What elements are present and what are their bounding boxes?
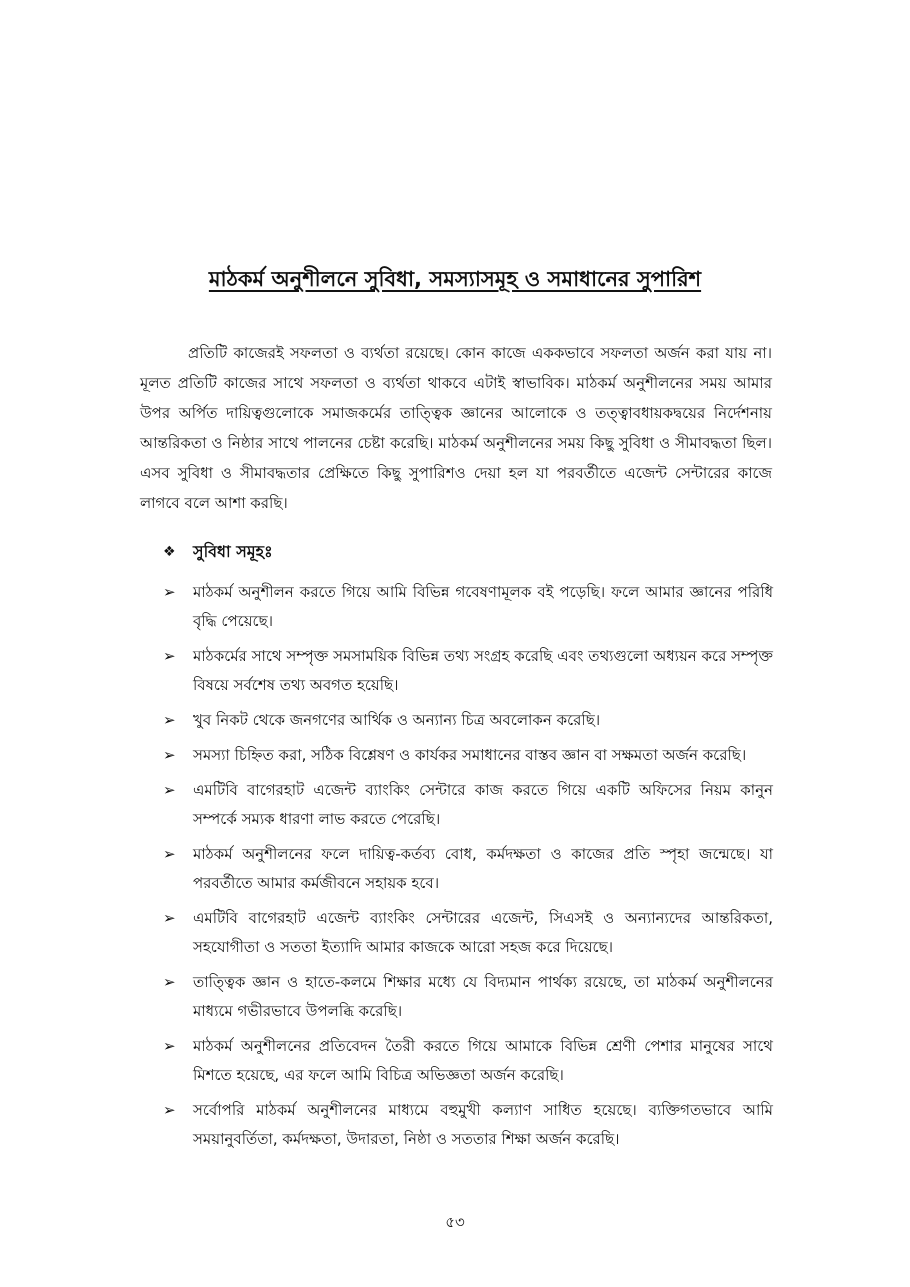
list-item — [163, 741, 773, 770]
arrow-bullet-icon: ➢ — [163, 781, 176, 799]
arrow-bullet-icon: ➢ — [163, 1101, 176, 1119]
intro-paragraph: প্রতিটি কাজেরই সফলতা ও ব্যর্থতা রয়েছে। কোন কাজে এককভাবে সফলতা অর্জন করা যায় না। মূলত প্রতিটি কাজের সাথে সফলতা ও ব্যর্থতা থাকবে এটাই স্বাভাবিক। মাঠকর্ম অনুশীলনের সময় আমার উপর অর্পিত দায়িত্বগুলোকে সমাজকর্মের তাত্ত্বিক জ্ঞানের আলোকে ও তত্ত্বাবধায়কদ্বয়ের নির্দেশনায় আন্তরিকতা ও নিষ্ঠার সাথে পালনের চেষ্টা করেছি। মাঠকর্ম অনুশীলনের সময় কিছু সুবিধা ও সীমাবদ্ধতা ছিল। এসব সুবিধা ও সীমাবদ্ধতার প্রেক্ষিতে কিছু সুপারিশও দেয়া হল যা পরবর্তীতে এজেন্ট সেন্টারের কাজে লাগবে বলে আশা করছি। — [140, 344, 772, 512]
list-item — [163, 1032, 773, 1090]
advantages-section-heading — [163, 537, 273, 567]
list-item-text: মাঠকর্ম অনুশীলনের প্রতিবেদন তৈরী করতে গিয়ে আমাকে বিভিন্ন শ্রেণী পেশার মানুষের সাথে মিশতে হয়েছে, এর ফলে আমি বিচিত্র অভিজ্ঞতা অর্জন করেছি। — [193, 1037, 773, 1084]
arrow-bullet-icon: ➢ — [163, 909, 176, 927]
arrow-bullet-icon: ➢ — [163, 1037, 176, 1055]
arrow-bullet-icon: ➢ — [163, 583, 176, 601]
list-item — [163, 642, 773, 700]
arrow-bullet-icon: ➢ — [163, 746, 176, 764]
list-item — [163, 578, 773, 636]
list-item — [163, 776, 773, 834]
list-item-text: সর্বোপরি মাঠকর্ম অনুশীলনের মাধ্যমে বহুমুখী কল্যাণ সাধিত হয়েছে। ব্যক্তিগতভাবে আমি সময়ানুবর্তিতা, কর্মদক্ষতা, উদারতা, নিষ্ঠা ও সততার শিক্ষা অর্জন করেছি। — [193, 1101, 773, 1148]
arrow-bullet-icon: ➢ — [163, 711, 176, 729]
list-item-text: মাঠকর্ম অনুশীলন করতে গিয়ে আমি বিভিন্ন গবেষণামূলক বই পড়েছি। ফলে আমার জ্ঞানের পরিধি বৃদ্ধি পেয়েছে। — [193, 583, 773, 630]
advantages-list — [163, 578, 773, 1160]
list-item — [163, 1096, 773, 1154]
list-item-text: সমস্যা চিহ্নিত করা, সঠিক বিশ্লেষণ ও কার্যকর সমাধানের বাস্তব জ্ঞান বা সক্ষমতা অর্জন করেছি। — [193, 746, 747, 764]
arrow-bullet-icon: ➢ — [163, 973, 176, 991]
list-item-text: মাঠকর্ম অনুশীলনের ফলে দায়িত্ব-কর্তব্য বোধ, কর্মদক্ষতা ও কাজের প্রতি স্পৃহা জন্মেছে। যা পরবর্তীতে আমার কর্মজীবনে সহায়ক হবে। — [193, 845, 773, 892]
page-number: ৫৩ — [445, 1213, 465, 1231]
list-item-text: এমটিবি বাগেরহাট এজেন্ট ব্যাংকিং সেন্টারে কাজ করতে গিয়ে একটি অফিসের নিয়ম কানুন সম্পর্কে সম্যক ধারণা লাভ করতে পেরেছি। — [193, 781, 773, 828]
list-item — [163, 968, 773, 1026]
list-item — [163, 706, 773, 735]
four-diamond-bullet-icon: ❖ — [163, 544, 176, 560]
list-item — [163, 904, 773, 962]
arrow-bullet-icon: ➢ — [163, 647, 176, 665]
list-item-text: খুব নিকট থেকে জনগণের আর্থিক ও অন্যান্য চিত্র অবলোকন করেছি। — [193, 711, 601, 729]
list-item-text: মাঠকর্মের সাথে সম্পৃক্ত সমসাময়িক বিভিন্ন তথ্য সংগ্রহ করেছি এবং তথ্যগুলো অধ্যয়ন করে সম্পৃক্ত বিষয়ে সর্বশেষ তথ্য অবগত হয়েছি। — [193, 647, 773, 694]
page-title: মাঠকর্ম অনুশীলনে সুবিধা, সমস্যাসমূহ ও সমাধানের সুপারিশ — [208, 267, 702, 292]
list-item-text: তাত্ত্বিক জ্ঞান ও হাতে-কলমে শিক্ষার মধ্যে যে বিদ্যমান পার্থক্য রয়েছে, তা মাঠকর্ম অনুশীলনের মাধ্যমে গভীরভাবে উপলব্ধি করেছি। — [193, 973, 773, 1020]
list-item — [163, 840, 773, 898]
advantages-heading-text: সুবিধা সমূহঃ — [193, 542, 273, 561]
list-item-text: এমটিবি বাগেরহাট এজেন্ট ব্যাংকিং সেন্টারের এজেন্ট, সিএসই ও অন্যান্যদের আন্তরিকতা, সহযোগীতা ও সততা ইত্যাদি আমার কাজকে আরো সহজ করে দিয়েছে। — [193, 909, 773, 956]
arrow-bullet-icon: ➢ — [163, 845, 176, 863]
